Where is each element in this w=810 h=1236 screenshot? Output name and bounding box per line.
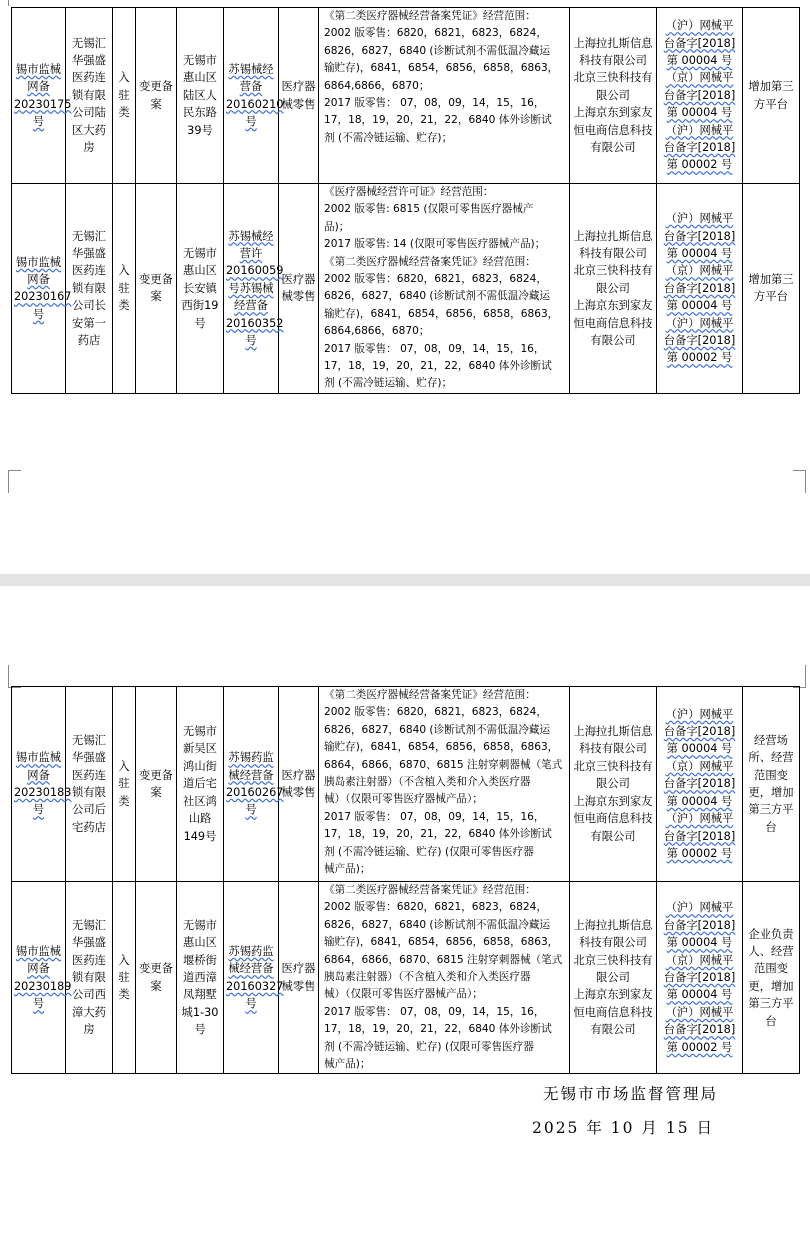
business-cell: 医疗器械零售 <box>279 687 319 882</box>
platform-name: 上海拉扎斯信息科技有限公司 <box>573 725 653 756</box>
scope-line: 《第二类医疗器械经营备案凭证》经营范围： <box>324 255 536 268</box>
scope-cell <box>319 8 570 184</box>
scope-line: 械）（仅限可零售医疗器械产品）； <box>324 793 483 806</box>
scope-cell <box>319 882 570 1074</box>
company-cell: 无锡汇华强盛医药连锁有限公司后宅药店 <box>66 687 113 882</box>
record-no-cell: 锡市监械网备20230175号 <box>12 8 66 184</box>
record-no-cell: 锡市监械网备20230189号 <box>12 882 66 1074</box>
license-cell: 苏锡药监械经营备20160267号 <box>224 687 279 882</box>
platform-name: 北京三快科技有限公司 <box>573 759 653 791</box>
scope-line: 《第二类医疗器械经营备案凭证》经营范围： <box>324 10 536 22</box>
scope-line: 输贮存)，6841，6854，6856，6858，6863， <box>324 307 559 320</box>
scope-line: 6826，6827，6840 (诊断试剂不需低温冷藏运 <box>324 723 551 736</box>
scope-line: 2017 版零售： 07，08，09，14，15，16， <box>324 342 545 355</box>
issuer-signature: 无锡市市场监督管理局 <box>542 1085 718 1103</box>
scope-line: 剂 (不需冷链运输、贮存) (仅限可零售医疗器 <box>324 845 534 858</box>
remark-cell: 增加第三方平台 <box>743 8 800 184</box>
business-cell: 医疗器械零售 <box>279 184 319 394</box>
platform-cell <box>570 882 657 1074</box>
platform-cell <box>570 184 657 394</box>
platform-name: 上海拉扎斯信息科技有限公司 <box>573 229 653 260</box>
scope-line: 17，18，19，20，21，22，6840 体外诊断试 <box>324 1023 552 1036</box>
record-table-page-1 <box>11 7 800 394</box>
record-no-cell: 锡市监械网备20230167号 <box>12 184 66 394</box>
scope-line: 剂 (不需冷链运输、贮存) (仅限可零售医疗器 <box>324 1040 534 1053</box>
scope-line: 剂 (不需冷链运输、贮存)； <box>324 377 453 390</box>
platform-cell <box>570 8 657 184</box>
scope-line: 2002 版零售：6820，6821，6823，6824， <box>324 706 547 719</box>
scope-line: 《医疗器械经营许可证》经营范围： <box>324 186 494 198</box>
platform-record: （京）网械平台备字[2018]第 00004 号 <box>663 264 736 313</box>
page-corner-mark <box>8 0 21 6</box>
platform-name: 上海京东到家友恒电商信息科技有限公司 <box>573 106 653 155</box>
scope-line: 6826，6827，6840 (诊断试剂不需低温冷藏运 <box>324 44 551 57</box>
scope-line: 17，18，19，20，21，22，6840 体外诊断试 <box>324 828 552 841</box>
scope-line: 17，18，19，20，21，22，6840 体外诊断试 <box>324 114 552 127</box>
scope-line: 6864,6866，6870； <box>324 325 430 338</box>
scope-line: 械）（仅限可零售医疗器械产品）； <box>324 988 483 1001</box>
change-type-cell: 变更备案 <box>136 8 177 184</box>
category-cell: 入驻类 <box>113 687 136 882</box>
scope-cell <box>319 184 570 394</box>
license-cell: 苏锡械经营备20160210号 <box>224 8 279 184</box>
scope-line: 《第二类医疗器械经营备案凭证》经营范围： <box>324 884 536 896</box>
platform-record-cell <box>657 687 743 882</box>
platform-record: （沪）网械平台备字[2018]第 00004 号 <box>663 19 736 67</box>
company-cell: 无锡汇华强盛医药连锁有限公司西漳大药房 <box>66 882 113 1074</box>
scope-line: 6864，6866，6870、6815 注射穿刺器械（笔式 <box>324 953 563 966</box>
remark-cell: 增加第三方平台 <box>743 184 800 394</box>
address-cell: 无锡市新吴区鸿山街道后宅社区鸿山路149号 <box>177 687 224 882</box>
platform-record: （沪）网械平台备字[2018]第 00004 号 <box>663 707 736 756</box>
scope-cell <box>319 687 570 882</box>
platform-record: （沪）网械平台备字[2018]第 00004 号 <box>663 901 736 950</box>
scope-line: 胰岛素注射器）（不含植入类和介入类医疗器 <box>324 971 531 984</box>
table-row <box>12 184 800 394</box>
platform-record-cell <box>657 882 743 1074</box>
address-cell: 无锡市惠山区长安镇西街19号 <box>177 184 224 394</box>
page-corner-mark <box>793 665 806 688</box>
change-type-cell: 变更备案 <box>136 687 177 882</box>
business-cell: 医疗器械零售 <box>279 882 319 1074</box>
issue-date: 2025 年 10 月 15 日 <box>531 1119 714 1137</box>
scope-line: 6864，6866，6870、6815 注射穿刺器械（笔式 <box>324 758 563 771</box>
platform-cell <box>570 687 657 882</box>
change-type-cell: 变更备案 <box>136 184 177 394</box>
platform-record: （京）网械平台备字[2018]第 00004 号 <box>663 71 736 120</box>
address-cell: 无锡市惠山区堰桥街道西漳凤翔墅城1-30号 <box>177 882 224 1074</box>
record-table-page-2 <box>11 686 800 1074</box>
category-cell: 入驻类 <box>113 8 136 184</box>
scope-line: 2002 版零售：6820，6821，6823，6824， <box>324 901 547 914</box>
platform-record: （沪）网械平台备字[2018]第 00002 号 <box>663 123 736 172</box>
platform-name: 上海拉扎斯信息科技有限公司 <box>573 36 653 67</box>
record-no-cell: 锡市监械网备20230183号 <box>12 687 66 882</box>
scope-line: 《第二类医疗器械经营备案凭证》经营范围： <box>324 689 536 701</box>
table-row <box>12 882 800 1074</box>
scope-line: 剂 (不需冷链运输、贮存)； <box>324 131 453 144</box>
scope-line: 2017 版零售： 07，08，09，14，15，16， <box>324 1005 545 1018</box>
page-corner-mark <box>8 470 21 493</box>
license-cell: 苏锡药监械经营备20160327号 <box>224 882 279 1074</box>
category-cell: 入驻类 <box>113 184 136 394</box>
scope-line: 2017 版零售: 14 (仅限可零售医疗器械产品)； <box>324 238 546 251</box>
scope-line: 胰岛素注射器）（不含植入类和介入类医疗器 <box>324 776 531 789</box>
platform-record: （京）网械平台备字[2018]第 00004 号 <box>663 759 736 808</box>
remark-cell: 企业负责人、经营范围变更，增加第三方平台 <box>743 882 800 1074</box>
scope-line: 输贮存)，6841，6854，6856，6858，6863， <box>324 741 559 754</box>
scope-line: 2002 版零售: 6815 (仅限可零售医疗器械产 <box>324 203 534 216</box>
company-cell: 无锡汇华强盛医药连锁有限公司陆区大药房 <box>66 8 113 184</box>
platform-name: 上海拉扎斯信息科技有限公司 <box>573 918 653 950</box>
platform-record: （沪）网械平台备字[2018]第 00002 号 <box>663 1005 736 1054</box>
page-gap <box>0 574 810 586</box>
remark-cell: 经营场所、经营范围变更，增加第三方平台 <box>743 687 800 882</box>
platform-record: （沪）网械平台备字[2018]第 00002 号 <box>663 316 736 365</box>
scope-line: 输贮存)，6841，6854，6856，6858，6863， <box>324 62 559 75</box>
page-corner-mark <box>8 665 21 688</box>
table-row <box>12 8 800 184</box>
platform-record: （沪）网械平台备字[2018]第 00002 号 <box>663 812 736 860</box>
platform-name: 上海京东到家友恒电商信息科技有限公司 <box>573 794 653 843</box>
scope-line: 品)； <box>324 220 350 233</box>
scope-line: 2017 版零售： 07，08，09，14，15，16， <box>324 97 545 110</box>
platform-record-cell <box>657 8 743 184</box>
platform-name: 上海京东到家友恒电商信息科技有限公司 <box>573 988 653 1037</box>
scope-line: 2002 版零售：6820，6821，6823，6824， <box>324 27 547 40</box>
platform-record: （沪）网械平台备字[2018]第 00004 号 <box>663 212 736 260</box>
platform-name: 北京三快科技有限公司 <box>573 953 653 985</box>
scope-line: 2002 版零售：6820，6821，6823，6824， <box>324 273 547 286</box>
scope-line: 2017 版零售： 07，08，09，14，15，16， <box>324 810 545 823</box>
platform-record-cell <box>657 184 743 394</box>
business-cell: 医疗器械零售 <box>279 8 319 184</box>
change-type-cell: 变更备案 <box>136 882 177 1074</box>
scope-line: 6826，6827，6840 (诊断试剂不需低温冷藏运 <box>324 290 551 303</box>
address-cell: 无锡市惠山区陆区人民东路39号 <box>177 8 224 184</box>
page-corner-mark <box>793 470 806 493</box>
scope-line: 6826，6827，6840 (诊断试剂不需低温冷藏运 <box>324 918 551 931</box>
license-cell: 苏锡械经营许20160059号苏锡械经营备20160352号 <box>224 184 279 394</box>
platform-name: 北京三快科技有限公司 <box>573 264 653 295</box>
platform-name: 北京三快科技有限公司 <box>573 71 653 102</box>
scope-line: 械产品)； <box>324 1058 371 1071</box>
scope-line: 输贮存)，6841，6854，6856，6858，6863， <box>324 936 559 949</box>
company-cell: 无锡汇华强盛医药连锁有限公司长安第一药店 <box>66 184 113 394</box>
scope-line: 17，18，19，20，21，22，6840 体外诊断试 <box>324 360 552 373</box>
scope-line: 6864,6866，6870； <box>324 79 430 92</box>
platform-name: 上海京东到家友恒电商信息科技有限公司 <box>573 299 653 347</box>
table-row <box>12 687 800 882</box>
platform-record: （京）网械平台备字[2018]第 00004 号 <box>663 953 736 1002</box>
category-cell: 入驻类 <box>113 882 136 1074</box>
scope-line: 械产品)； <box>324 863 371 876</box>
